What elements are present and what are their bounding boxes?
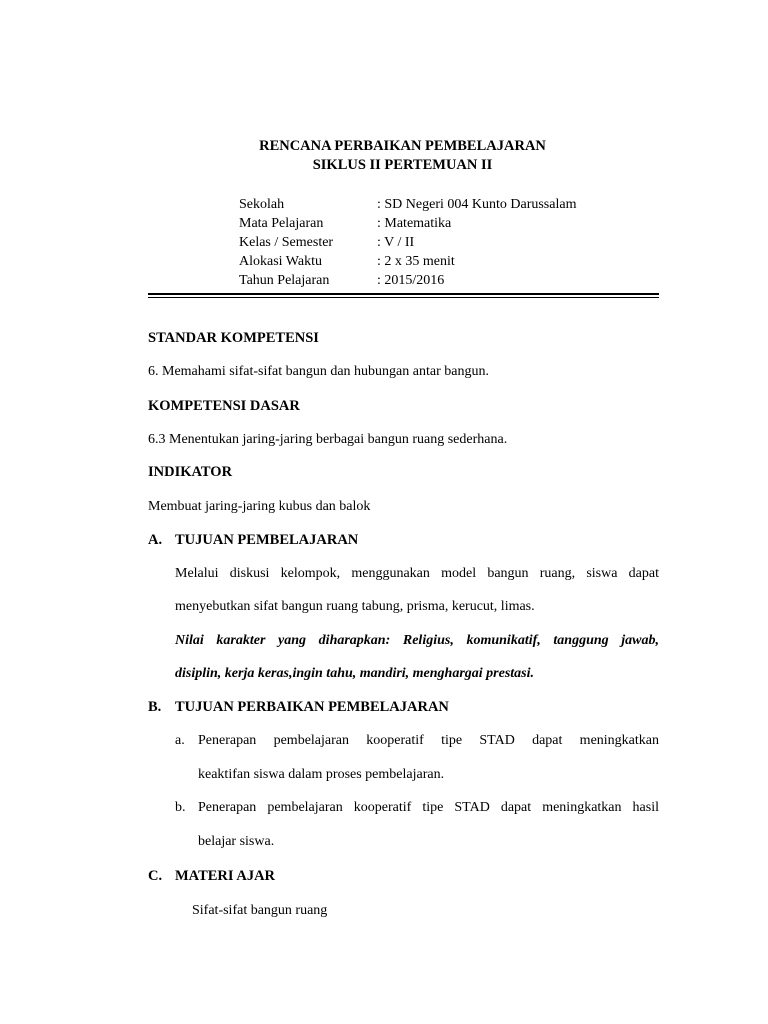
standar-kompetensi-heading: STANDAR KOMPETENSI [148,330,319,346]
section-a-line2: menyebutkan sifat bangun ruang tabung, prisma, kerucut, limas. [175,599,535,614]
section-a-nilai-line1: Nilai karakter yang diharapkan: Religius, komunikatif, tanggung jawab, [175,633,659,648]
header-divider-thin [148,297,659,298]
indikator-heading: INDIKATOR [148,464,233,480]
list-item-marker: a. [175,733,185,748]
section-c-heading: MATERI AJAR [175,868,276,884]
section-c-letter: C. [148,868,163,884]
identity-label-mapel: Mata Pelajaran [239,216,324,231]
document-subtitle: SIKLUS II PERTEMUAN II [312,157,493,173]
list-item-line1: Penerapan pembelajaran kooperatif tipe STAD dapat meningkatkan hasil [198,800,659,815]
identity-value-kelas: : V / II [377,235,415,250]
list-item-line2: keaktifan siswa dalam proses pembelajaran. [198,767,445,782]
identity-value-alokasi: : 2 x 35 menit [377,254,455,269]
identity-value-mapel: : Matematika [377,216,452,231]
list-item-line2: belajar siswa. [198,834,275,849]
section-a-line1: Melalui diskusi kelompok, menggunakan model bangun ruang, siswa dapat [175,566,659,581]
section-a-nilai-line2: disiplin, kerja keras,ingin tahu, mandiri, menghargai prestasi. [175,666,535,681]
section-c-text: Sifat-sifat bangun ruang [192,903,328,918]
identity-label-sekolah: Sekolah [239,197,285,212]
kompetensi-dasar-text: 6.3 Menentukan jaring-jaring berbagai bangun ruang sederhana. [148,432,508,447]
identity-label-kelas: Kelas / Semester [239,235,334,250]
section-b-heading: TUJUAN PERBAIKAN PEMBELAJARAN [175,699,449,715]
section-b-letter: B. [148,699,162,715]
identity-value-sekolah: : SD Negeri 004 Kunto Darussalam [377,197,577,212]
standar-kompetensi-text: 6. Memahami sifat-sifat bangun dan hubungan antar bangun. [148,364,489,379]
list-item-line1: Penerapan pembelajaran kooperatif tipe STAD dapat meningkatkan [198,733,659,748]
section-a-heading: TUJUAN PEMBELAJARAN [175,532,359,548]
indikator-text: Membuat jaring-jaring kubus dan balok [148,499,371,514]
identity-label-alokasi: Alokasi Waktu [239,254,322,269]
header-divider-thick [148,293,659,295]
kompetensi-dasar-heading: KOMPETENSI DASAR [148,398,300,414]
section-a-letter: A. [148,532,163,548]
document-title: RENCANA PERBAIKAN PEMBELAJARAN [259,138,546,154]
identity-label-tahun: Tahun Pelajaran [239,273,330,288]
identity-value-tahun: : 2015/2016 [377,273,445,288]
list-item-marker: b. [175,800,186,815]
